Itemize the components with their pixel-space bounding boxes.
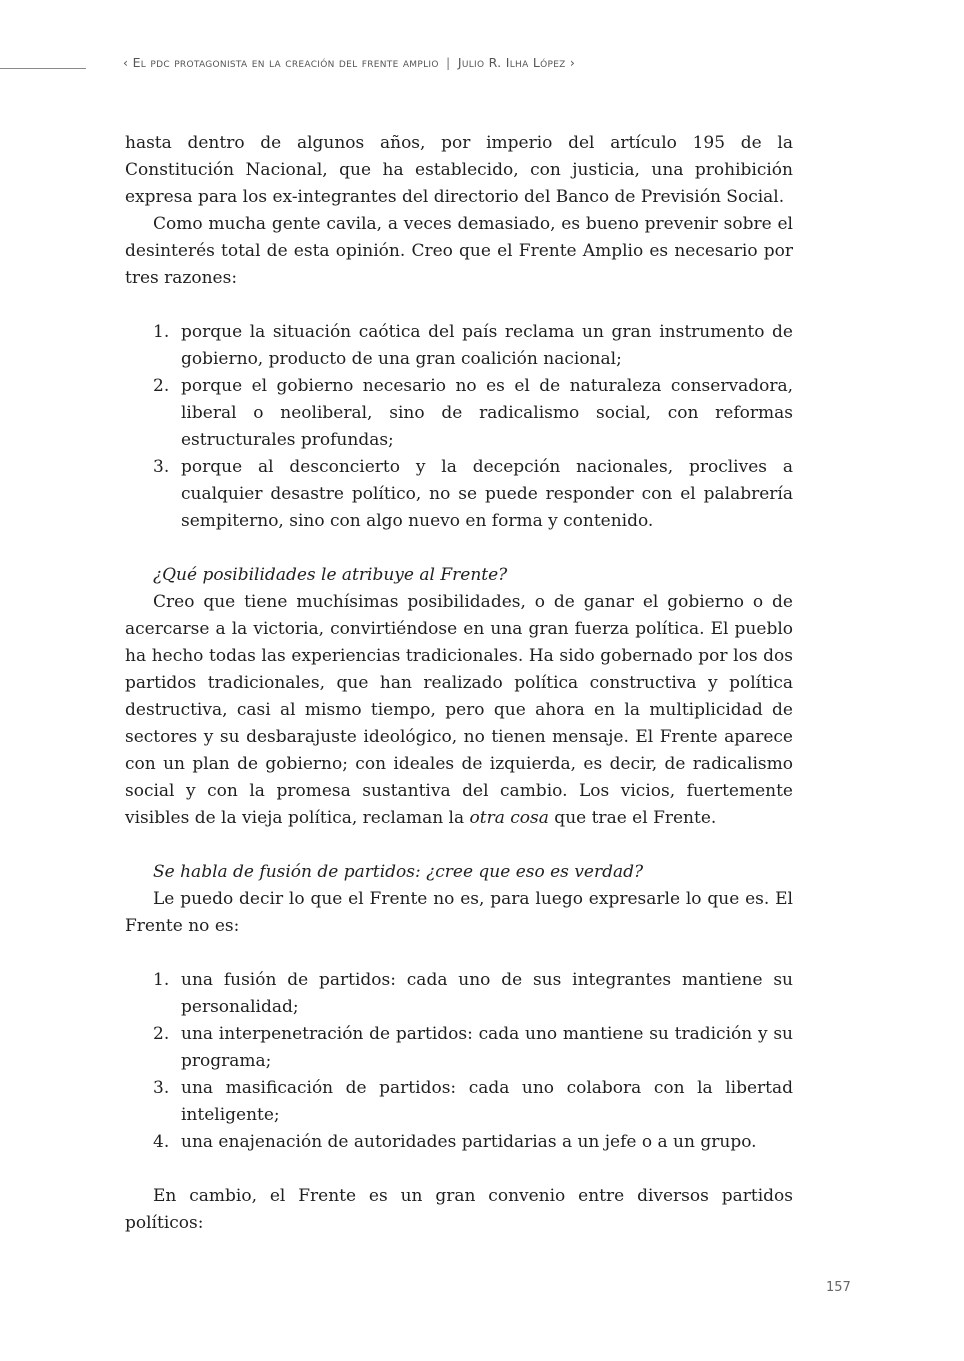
closing-paragraph: En cambio, el Frente es un gran convenio entre diversos partidos políticos: (125, 1186, 793, 1233)
list-text: porque el gobierno necesario no es el de naturaleza conservadora, liberal o neoliberal, sino de radicalismo social, con reformas estructurales profundas; (181, 376, 793, 450)
list-number: 1. (153, 970, 170, 990)
list-item (125, 1129, 793, 1156)
list-text: una enajenación de autoridades partidarias a un jefe o a un grupo. (181, 1132, 757, 1152)
list-item (125, 454, 793, 535)
list-text: una interpenetración de partidos: cada uno mantiene su tradición y su programa; (181, 1024, 793, 1071)
page-number: 157 (826, 1280, 851, 1295)
list-text: una masificación de partidos: cada uno colabora con la libertad inteligente; (181, 1078, 793, 1125)
reasons-list (125, 319, 793, 535)
list-number: 2. (153, 376, 170, 396)
book-title: El pdc protagonista en la creación del frente amplio (132, 55, 439, 70)
list-item (125, 967, 793, 1021)
list-text: una fusión de partidos: cada uno de sus integrantes mantiene su personalidad; (181, 970, 793, 1017)
answer-1-end: que trae el Frente. (548, 808, 717, 828)
answer-1-text: Creo que tiene muchísimas posibilidades, o de ganar el gobierno o de acercarse a la victoria, convirtiéndose en una gran fuerza política. El pueblo ha hecho todas las experiencias tradicionales. Ha sido gobernado por los dos partidos tradicionales, que han realizado política constructiva y política destructiva, casi al mismo tiempo, pero que ahora en la multiplicidad de sectores y su desbarajuste ideológico, no tienen mensaje. El Frente aparece con un plan de gobierno; con ideales de izquierda, es decir, de radicalismo social y con la promesa sustantiva del cambio. Los vicios, fuertemente visibles de la vieja política, reclaman la (125, 592, 793, 828)
paragraph-2: Como mucha gente cavila, a veces demasiado, es bueno prevenir sobre el desinterés total de esta opinión. Creo que el Frente Amplio es necesario por tres razones: (125, 214, 793, 288)
list-number: 3. (153, 1078, 170, 1098)
question-2: Se habla de fusión de partidos: ¿cree que eso es verdad? (153, 862, 644, 882)
list-item (125, 1075, 793, 1129)
not-list (125, 967, 793, 1156)
running-head (123, 55, 575, 70)
list-item (125, 1021, 793, 1075)
right-chevron: › (569, 55, 576, 70)
left-chevron: ‹ (123, 55, 129, 70)
list-number: 4. (153, 1132, 170, 1152)
answer-1 (125, 589, 793, 832)
paragraph-1: hasta dentro de algunos años, por imperio del artículo 195 de la Constitución Nacional, que ha establecido, con justicia, una prohibición expresa para los ex-integrantes del directorio del Banco de Previsión Social. (125, 133, 793, 207)
list-text: porque la situación caótica del país reclama un gran instrumento de gobierno, producto de una gran coalición nacional; (181, 322, 793, 369)
emphasis-text: otra cosa (469, 808, 549, 828)
question-1: ¿Qué posibilidades le atribuye al Frente? (153, 565, 508, 585)
answer-2: Le puedo decir lo que el Frente no es, para luego expresarle lo que es. El Frente no es: (125, 889, 793, 936)
header-separator: | (446, 55, 451, 70)
list-number: 3. (153, 457, 170, 477)
list-number: 1. (153, 322, 170, 342)
list-text: porque al desconcierto y la decepción nacionales, proclives a cualquier desastre político, no se puede responder con el palabrería sempiterno, sino con algo nuevo en forma y contenido. (181, 457, 793, 531)
author-name: Julio R. Ilha López (457, 55, 566, 70)
list-item (125, 319, 793, 373)
list-item (125, 373, 793, 454)
header-rule (0, 68, 86, 69)
list-number: 2. (153, 1024, 170, 1044)
page-content (125, 130, 793, 1237)
